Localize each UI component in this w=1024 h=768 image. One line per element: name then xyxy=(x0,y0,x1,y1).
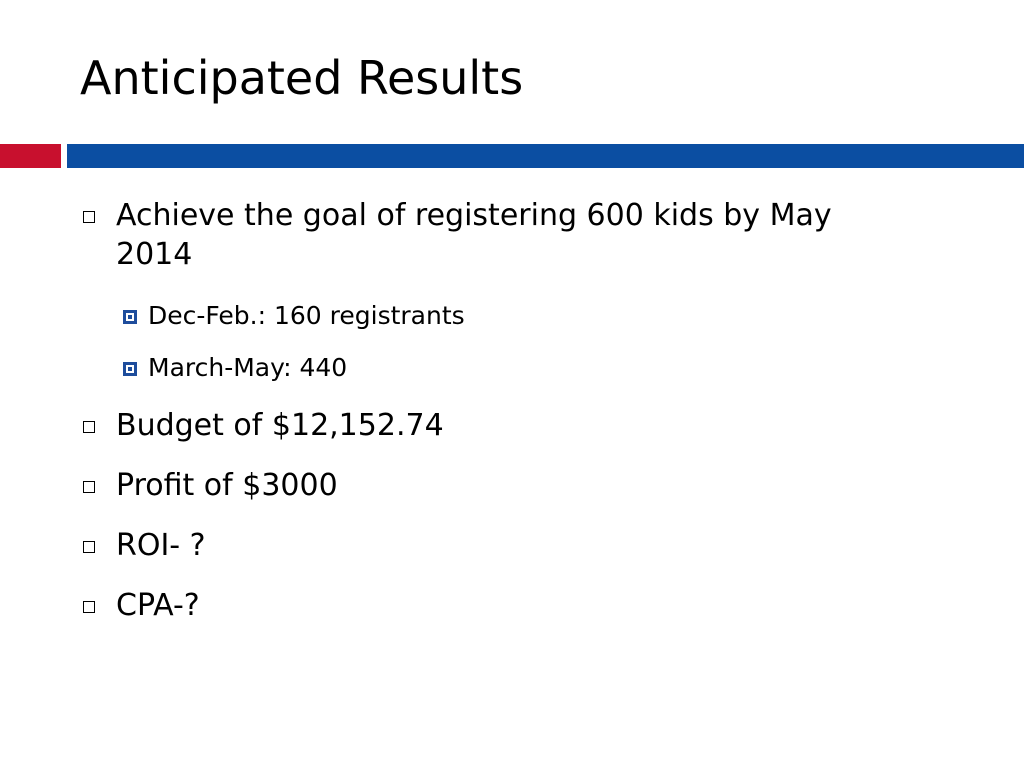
slide-title: Anticipated Results xyxy=(80,51,524,105)
hollow-square-bullet-icon xyxy=(83,481,95,493)
filled-square-bullet-icon xyxy=(123,310,137,324)
bullet-item xyxy=(83,526,923,565)
bullet-item xyxy=(83,196,923,276)
filled-square-bullet-icon xyxy=(123,362,137,376)
bullet-text: ROI- ? xyxy=(116,528,206,563)
hollow-square-bullet-icon xyxy=(83,601,95,613)
sub-bullet-text: Dec-Feb.: 160 registrants xyxy=(148,301,465,330)
bullet-text: Achieve the goal of registering 600 kids by May 2014 xyxy=(116,198,832,272)
bullet-text: Budget of $12,152.74 xyxy=(116,408,444,443)
hollow-square-bullet-icon xyxy=(83,421,95,433)
sub-bullet-text: March-May: 440 xyxy=(148,353,348,382)
bullet-item xyxy=(83,586,923,625)
bullet-item xyxy=(83,406,923,445)
bullet-item xyxy=(83,466,923,505)
bullet-text: CPA-? xyxy=(116,588,200,623)
bullet-text: Profit of $3000 xyxy=(116,468,338,503)
hollow-square-bullet-icon xyxy=(83,211,95,223)
hollow-square-bullet-icon xyxy=(83,541,95,553)
